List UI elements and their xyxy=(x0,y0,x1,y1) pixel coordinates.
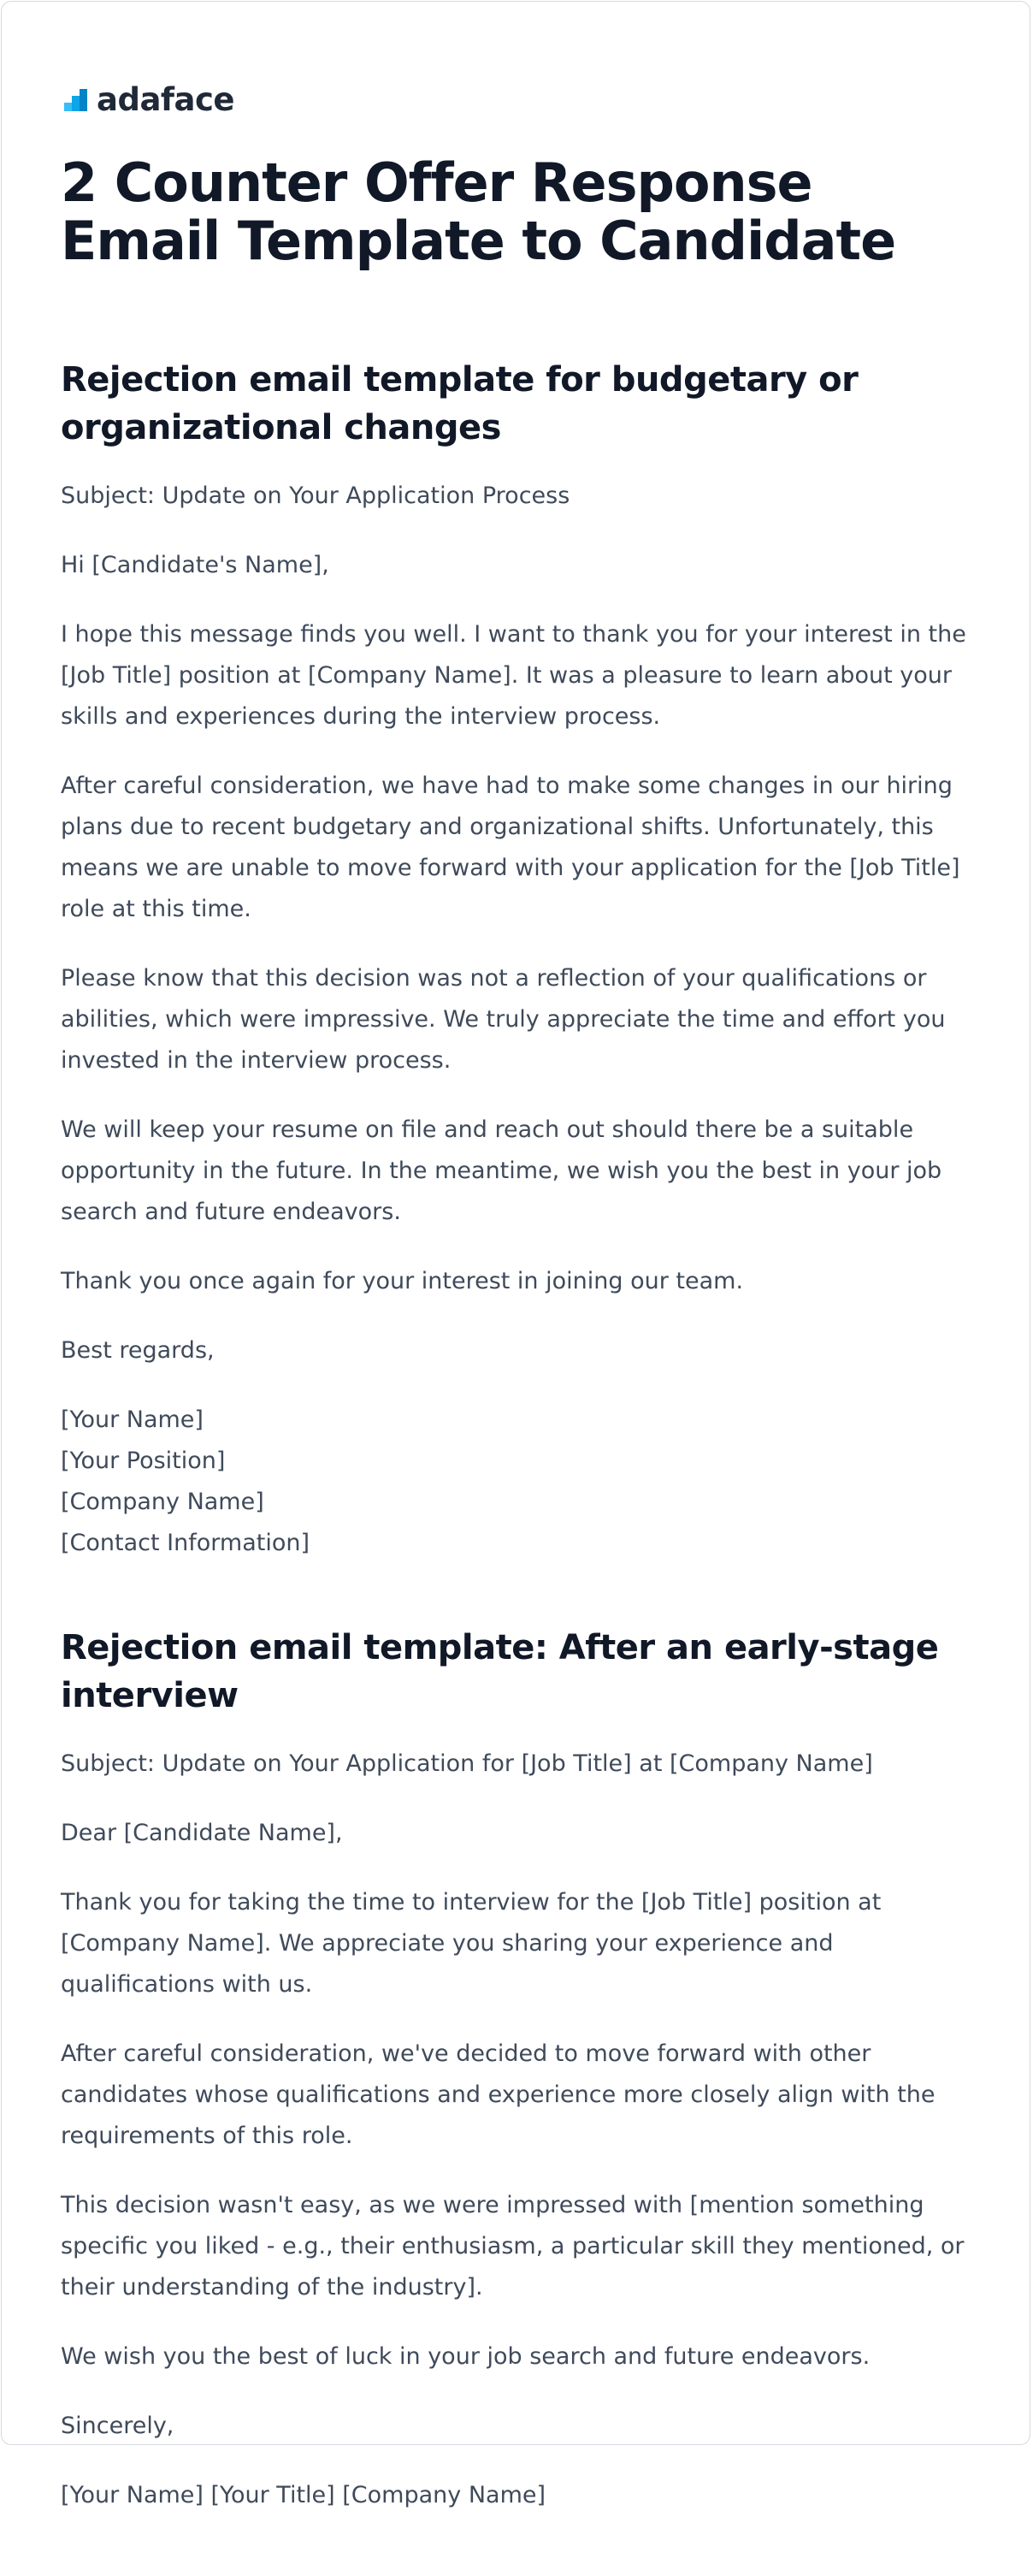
signature-line: [Your Name] xyxy=(61,1406,204,1433)
bar-chart-icon xyxy=(61,86,90,113)
email-signature: [Your Name] [Your Title] [Company Name] xyxy=(61,2482,546,2508)
signature-line: [Your Position] xyxy=(61,1448,226,1474)
email-paragraph: Thank you once again for your interest in joining our team. xyxy=(61,1268,744,1294)
template-section-2 xyxy=(61,1624,976,2516)
email-paragraph: After careful consideration, we have had to make some changes in our hiring plans due to recent budgetary and organizational shifts. Unfortunately, this means we are unable to move forward with your application for the [Job Title] role at this time. xyxy=(61,773,960,922)
email-paragraph: I hope this message finds you well. I want to thank you for your interest in the [Job Title] position at [Company Name]. It was a pleasure to learn about your skills and experiences during the interview process. xyxy=(61,621,966,730)
email-greeting: Hi [Candidate's Name], xyxy=(61,552,329,578)
template-section-1 xyxy=(61,356,976,1564)
email-closing: Sincerely, xyxy=(61,2413,174,2439)
email-subject: Subject: Update on Your Application for [Job Title] at [Company Name] xyxy=(61,1750,873,1777)
logo-bar-large xyxy=(80,89,87,111)
signature-line: [Company Name] xyxy=(61,1489,264,1515)
card-content xyxy=(61,77,976,2576)
email-greeting: Dear [Candidate Name], xyxy=(61,1820,343,1846)
logo-bar-medium xyxy=(72,96,80,111)
email-closing: Best regards, xyxy=(61,1337,215,1364)
email-paragraph: Please know that this decision was not a reflection of your qualifications or abilities, which were impressive. We truly appreciate the time and effort you invested in the interview process. xyxy=(61,965,946,1074)
email-paragraph: After careful consideration, we've decided to move forward with other candidates whose qualifications and experience more closely align with the requirements of this role. xyxy=(61,2040,936,2149)
page-title: 2 Counter Offer Response Email Template to Candidate xyxy=(61,151,896,272)
signature-line: [Contact Information] xyxy=(61,1530,310,1556)
email-paragraph: We wish you the best of luck in your job search and future endeavors. xyxy=(61,2343,871,2370)
section-heading-1: Rejection email template for budgetary or organizational changes xyxy=(61,360,859,447)
email-paragraph: We will keep your resume on file and reach out should there be a suitable opportunity in the future. In the meantime, we wish you the best in your job search and future endeavors. xyxy=(61,1116,942,1225)
section-heading-2: Rejection email template: After an early-stage interview xyxy=(61,1628,939,1715)
email-signature xyxy=(61,1400,976,1564)
logo-text: adaface xyxy=(97,80,235,118)
email-subject: Subject: Update on Your Application Process xyxy=(61,483,570,509)
email-paragraph: Thank you for taking the time to interview for the [Job Title] position at [Company Name]. We appreciate you sharing your experience and qualifications with us. xyxy=(61,1889,882,1998)
logo-bar-small xyxy=(64,103,72,111)
email-template-card xyxy=(1,1,1030,2508)
adaface-logo[interactable] xyxy=(61,77,976,121)
email-paragraph: This decision wasn't easy, as we were impressed with [mention something specific you liked - e.g., their enthusiasm, a particular skill they mentioned, or their understanding of the industry]. xyxy=(61,2192,965,2301)
